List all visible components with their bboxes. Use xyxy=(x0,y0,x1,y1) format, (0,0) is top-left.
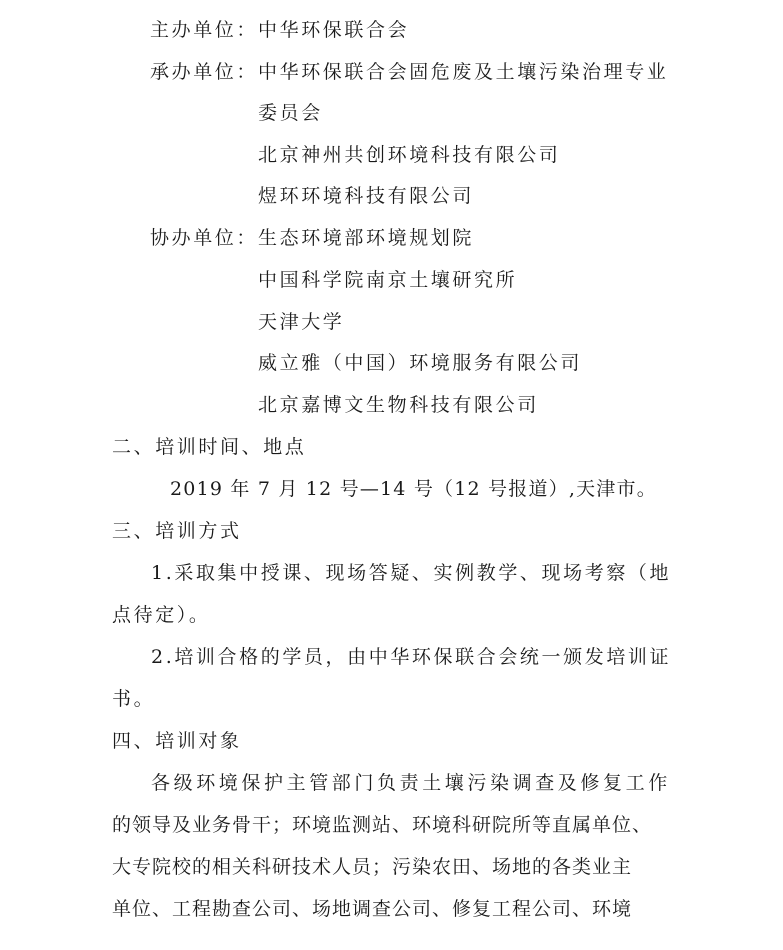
section3-item1-line2: 点待定）。 xyxy=(112,604,211,626)
section4-line-4: 单位、工程勘查公司、场地调查公司、修复工程公司、环境 xyxy=(112,898,633,920)
undertake-value-4: 煜环环境科技有限公司 xyxy=(258,185,475,207)
section4-line-2: 的领导及业务骨干；环境监测站、环境科研院所等直属单位、 xyxy=(112,814,653,836)
undertake-value-3: 北京神州共创环境科技有限公司 xyxy=(258,144,561,166)
section3-item2-line1: 2.培训合格的学员，由中华环保联合会统一颁发培训证 xyxy=(151,646,672,668)
assist-value-3: 天津大学 xyxy=(258,311,345,333)
section2-text: 2019 年 7 月 12 号—14 号（12 号报道）,天津市。 xyxy=(170,478,657,500)
host-label: 主办单位： xyxy=(150,19,259,41)
section3-heading: 三、培训方式 xyxy=(112,520,242,542)
section2-heading: 二、培训时间、地点 xyxy=(112,436,307,458)
assist-value-2: 中国科学院南京土壤研究所 xyxy=(258,269,518,291)
undertake-value-2: 委员会 xyxy=(258,102,323,124)
assist-value-5: 北京嘉博文生物科技有限公司 xyxy=(258,394,539,416)
section3-item1-line1: 1.采取集中授课、现场答疑、实例教学、现场考察（地 xyxy=(151,562,672,584)
assist-value-1: 生态环境部环境规划院 xyxy=(258,227,475,249)
assist-label: 协办单位： xyxy=(150,227,259,249)
undertake-value-1: 中华环保联合会固危废及土壤污染治理专业 xyxy=(258,61,669,83)
section4-line-3: 大专院校的相关科研技术人员；污染农田、场地的各类业主 xyxy=(112,856,633,878)
section4-heading: 四、培训对象 xyxy=(112,730,242,752)
section3-item2-line2: 书。 xyxy=(112,688,156,710)
host-value: 中华环保联合会 xyxy=(258,19,410,41)
assist-value-4: 威立雅（中国）环境服务有限公司 xyxy=(258,352,583,374)
section4-line-1: 各级环境保护主管部门负责土壤污染调查及修复工作 xyxy=(151,772,671,794)
undertake-label: 承办单位： xyxy=(150,61,259,83)
